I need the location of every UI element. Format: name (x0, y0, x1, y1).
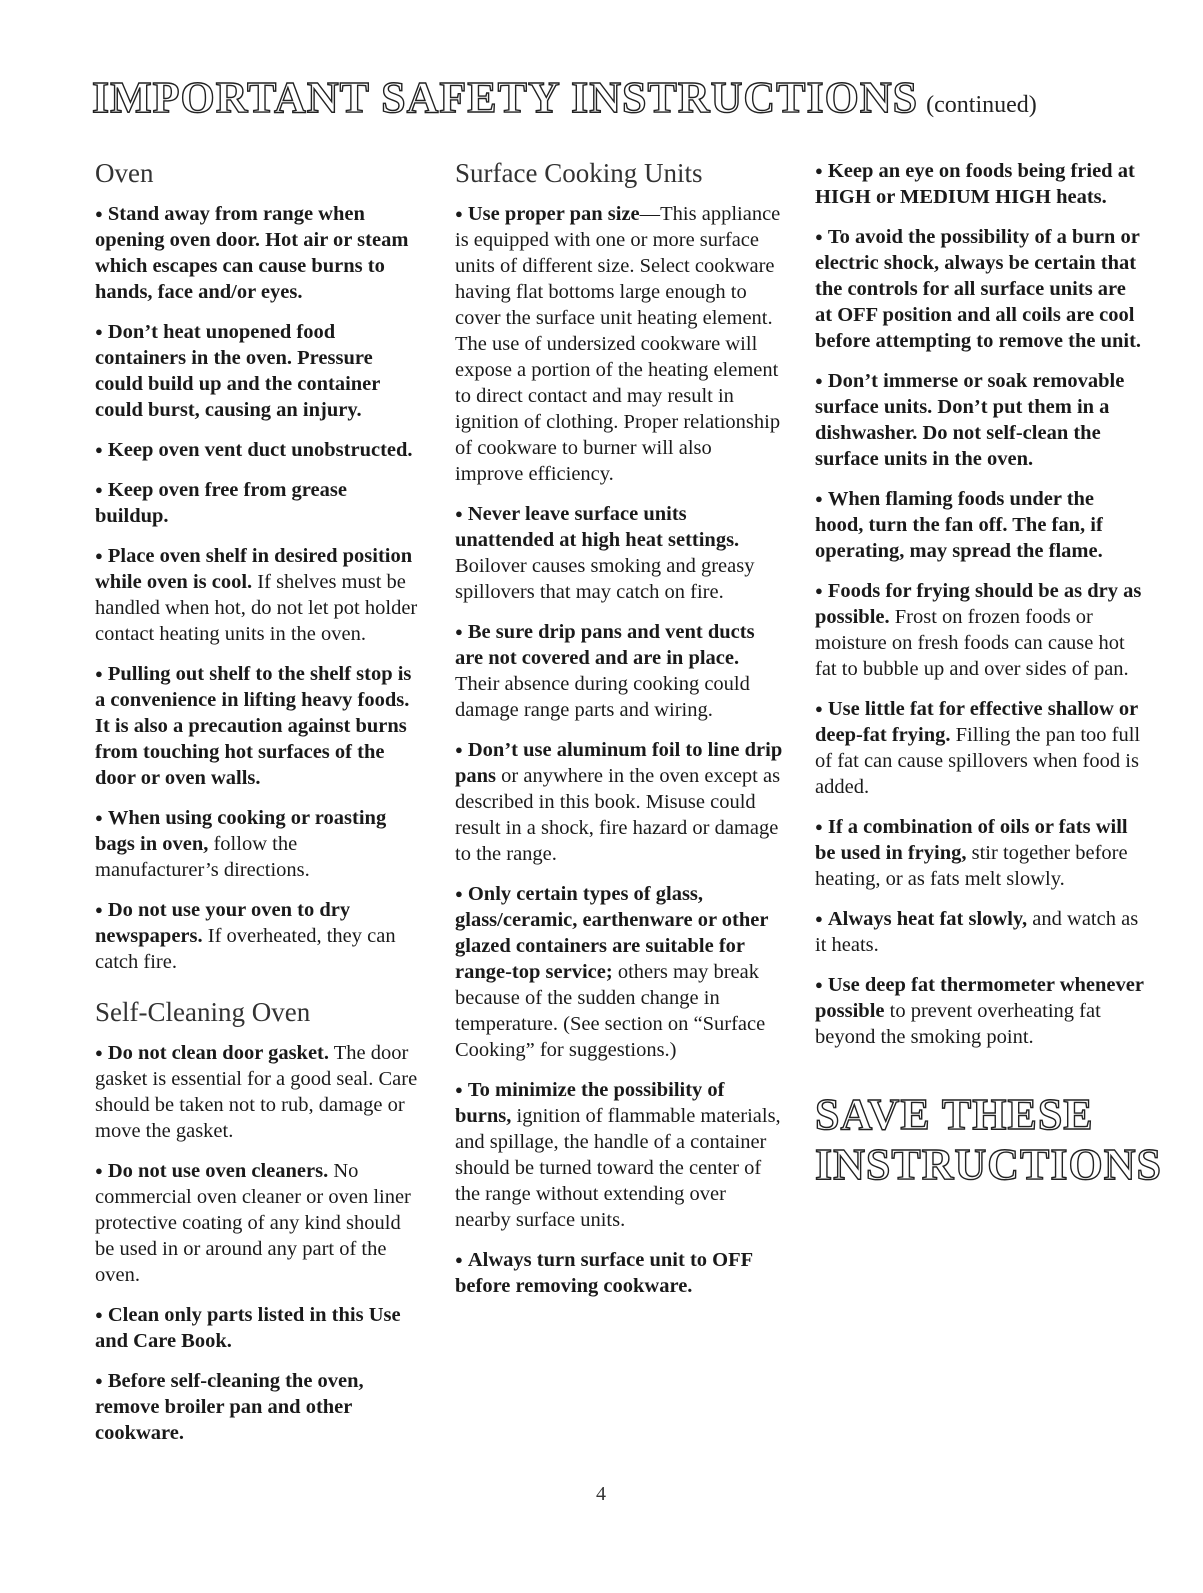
list-item (815, 224, 1145, 354)
bullet-icon: ● (95, 666, 103, 682)
item-bold-text: Foods for frying should be as dry as possible. (815, 580, 1142, 628)
item-bold-text: Only certain types of glass, glass/ceramic, earthenware or other glazed containers are suitable for range-top service; (455, 883, 769, 984)
column-surface-cooking (455, 158, 785, 1313)
item-text: or anywhere in the oven except as described in this book. Misuse could result in a shock, fire hazard or damage to the range. (455, 765, 781, 866)
bullet-icon: ● (95, 902, 103, 918)
item-text: —This appliance is equipped with one or more surface units of different size. Select cookware having flat bottoms large enough to cover the surface unit heating element. The use of undersized cookware will expose a portion of the heating element to direct contact and may result in ignition of clothing. Proper relationship of cookware to burner will also improve efficiency. (455, 203, 781, 486)
item-bold-text: To avoid the possibility of a burn or electric shock, always be certain that the controls for all surface units are at OFF position and all coils are cool before attempting to remove the unit. (815, 226, 1142, 352)
item-bold-text: Keep oven free from grease buildup. (95, 479, 347, 528)
list-item (95, 897, 425, 975)
item-text: If overheated, they can catch fire. (95, 925, 396, 974)
item-text: Boilover causes smoking and greasy spillovers that may catch on fire. (455, 555, 755, 604)
item-bold-text: When flaming foods under the hood, turn the fan off. The fan, if operating, may spread the flame. (815, 488, 1103, 562)
save-line-2: INSTRUCTIONS (815, 1140, 1162, 1189)
item-bold-text: Use little fat for effective shallow or deep-fat frying. (815, 698, 1138, 746)
column-frying (815, 158, 1162, 1190)
list-item (455, 201, 785, 487)
item-bold-text: Clean only parts listed in this Use and Care Book. (95, 1304, 401, 1353)
bullet-icon: ● (95, 810, 103, 826)
oven-list (95, 201, 425, 975)
list-item (815, 578, 1145, 682)
list-item (95, 201, 425, 305)
item-text: and watch as it heats. (815, 908, 1139, 956)
bullet-icon: ● (815, 163, 823, 178)
bullet-icon: ● (95, 1307, 103, 1323)
item-bold-text: When using cooking or roasting bags in oven, (95, 807, 387, 856)
item-bold-text: If a combination of oils or fats will be used in frying, (815, 816, 1128, 864)
list-item (815, 696, 1145, 800)
list-item (455, 1247, 785, 1299)
list-item (95, 1368, 425, 1446)
bullet-icon: ● (455, 886, 463, 902)
list-item (95, 1302, 425, 1354)
section-title-surface-cooking: Surface Cooking Units (455, 158, 703, 188)
bullet-icon: ● (95, 482, 103, 498)
item-bold-text: Don’t use aluminum foil to line drip pans (455, 739, 783, 788)
item-bold-text: Don’t heat unopened food containers in the oven. Pressure could build up and the container could burst, causing an injury. (95, 321, 380, 422)
bullet-icon: ● (455, 1082, 463, 1098)
item-bold-text: Pulling out shelf to the shelf stop is a convenience in lifting heavy foods. It is also a precaution against burns from touching hot surfaces of the door or oven walls. (95, 663, 412, 790)
list-item (455, 619, 785, 723)
item-text: follow the manufacturer’s directions. (95, 833, 310, 882)
item-bold-text: Always turn surface unit to OFF before removing cookware. (455, 1249, 753, 1298)
item-bold-text: Keep oven vent duct unobstructed. (107, 439, 413, 462)
list-item (95, 319, 425, 423)
item-bold-text: Stand away from range when opening oven door. Hot air or steam which escapes can cause burns to hands, face and/or eyes. (95, 203, 409, 304)
list-item (95, 477, 425, 529)
list-item (95, 661, 425, 791)
list-item (455, 737, 785, 867)
list-item (455, 501, 785, 605)
item-text: others may break because of the sudden change in temperature. (See section on “Surface Cooking” for suggestions.) (455, 961, 766, 1062)
item-bold-text: To minimize the possibility of burns, (455, 1079, 725, 1128)
page-header (92, 72, 1037, 123)
item-bold-text: Don’t immerse or soak removable surface units. Don’t put them in a dishwasher. Do not self-clean the surface units in the oven. (815, 370, 1125, 470)
bullet-icon: ● (95, 1163, 103, 1179)
bullet-icon: ● (95, 1045, 103, 1061)
self-cleaning-list (95, 1040, 425, 1446)
item-text: No commercial oven cleaner or oven liner protective coating of any kind should be used in or around any part of the oven. (95, 1160, 411, 1287)
item-bold-text: Do not use oven cleaners. (107, 1160, 329, 1183)
item-bold-text: Do not clean door gasket. (107, 1042, 329, 1065)
bullet-icon: ● (815, 373, 823, 388)
item-text: The door gasket is essential for a good seal. Care should be taken not to rub, damage or move the gasket. (95, 1042, 418, 1143)
item-text: Their absence during cooking could damage range parts and wiring. (455, 673, 750, 722)
list-item (815, 814, 1145, 892)
bullet-icon: ● (815, 701, 823, 716)
item-text: to prevent overheating fat beyond the smoking point. (815, 1000, 1101, 1048)
bullet-icon: ● (815, 491, 823, 506)
bullet-icon: ● (815, 977, 823, 992)
bullet-icon: ● (455, 1252, 463, 1268)
item-bold-text: Be sure drip pans and vent ducts are not covered and are in place. (455, 621, 755, 670)
column-oven (95, 158, 425, 1460)
page-title: IMPORTANT SAFETY INSTRUCTIONS (92, 73, 919, 122)
list-item (815, 972, 1145, 1050)
item-bold-text: Place oven shelf in desired position while oven is cool. (95, 545, 413, 594)
item-bold-text: Do not use your oven to dry newspapers. (95, 899, 351, 948)
save-line-1: SAVE THESE (815, 1090, 1094, 1139)
section-title-self-cleaning: Self-Cleaning Oven (95, 997, 311, 1028)
list-item (95, 1040, 425, 1144)
bullet-icon: ● (95, 1373, 103, 1389)
item-bold-text: Never leave surface units unattended at high heat settings. (455, 503, 740, 552)
item-bold-text: Always heat fat slowly, (827, 908, 1028, 930)
item-text: stir together before heating, or as fats melt slowly. (815, 842, 1128, 890)
bullet-icon: ● (455, 206, 463, 222)
bullet-icon: ● (815, 819, 823, 834)
list-item (815, 158, 1145, 210)
section-title-oven: Oven (95, 158, 154, 188)
list-item (95, 543, 425, 647)
item-text: ignition of flammable materials, and spillage, the handle of a container should be turned toward the center of the range without extending over nearby surface units. (455, 1105, 781, 1232)
list-item (95, 805, 425, 883)
save-instructions-banner (815, 1090, 1162, 1190)
list-item (95, 437, 425, 463)
bullet-icon: ● (455, 506, 463, 522)
frying-list (815, 158, 1145, 1050)
bullet-icon: ● (95, 442, 103, 458)
list-item (815, 906, 1145, 958)
bullet-icon: ● (815, 583, 823, 598)
item-bold-text: Use deep fat thermometer whenever possible (815, 974, 1144, 1022)
bullet-icon: ● (95, 324, 103, 340)
item-text: Filling the pan too full of fat can cause spillovers when food is added. (815, 724, 1141, 798)
item-text: Frost on frozen foods or moisture on fresh foods can cause hot fat to bubble up and over sides of pan. (815, 606, 1129, 680)
continued-label: (continued) (926, 92, 1037, 118)
bullet-icon: ● (455, 624, 463, 640)
list-item (455, 1077, 785, 1233)
list-item (455, 881, 785, 1063)
item-bold-text: Keep an eye on foods being fried at HIGH or MEDIUM HIGH heats. (815, 160, 1135, 208)
bullet-icon: ● (95, 206, 103, 222)
page-number: 4 (596, 1483, 606, 1505)
bullet-icon: ● (95, 548, 103, 564)
list-item (815, 368, 1145, 472)
list-item (815, 486, 1145, 564)
bullet-icon: ● (815, 911, 823, 926)
bullet-icon: ● (455, 742, 463, 758)
item-bold-text: Use proper pan size (467, 203, 640, 226)
item-text: If shelves must be handled when hot, do not let pot holder contact heating units in the oven. (95, 571, 418, 646)
bullet-icon: ● (815, 229, 823, 244)
surface-list (455, 201, 785, 1299)
list-item (95, 1158, 425, 1288)
item-bold-text: Before self-cleaning the oven, remove broiler pan and other cookware. (95, 1370, 364, 1445)
